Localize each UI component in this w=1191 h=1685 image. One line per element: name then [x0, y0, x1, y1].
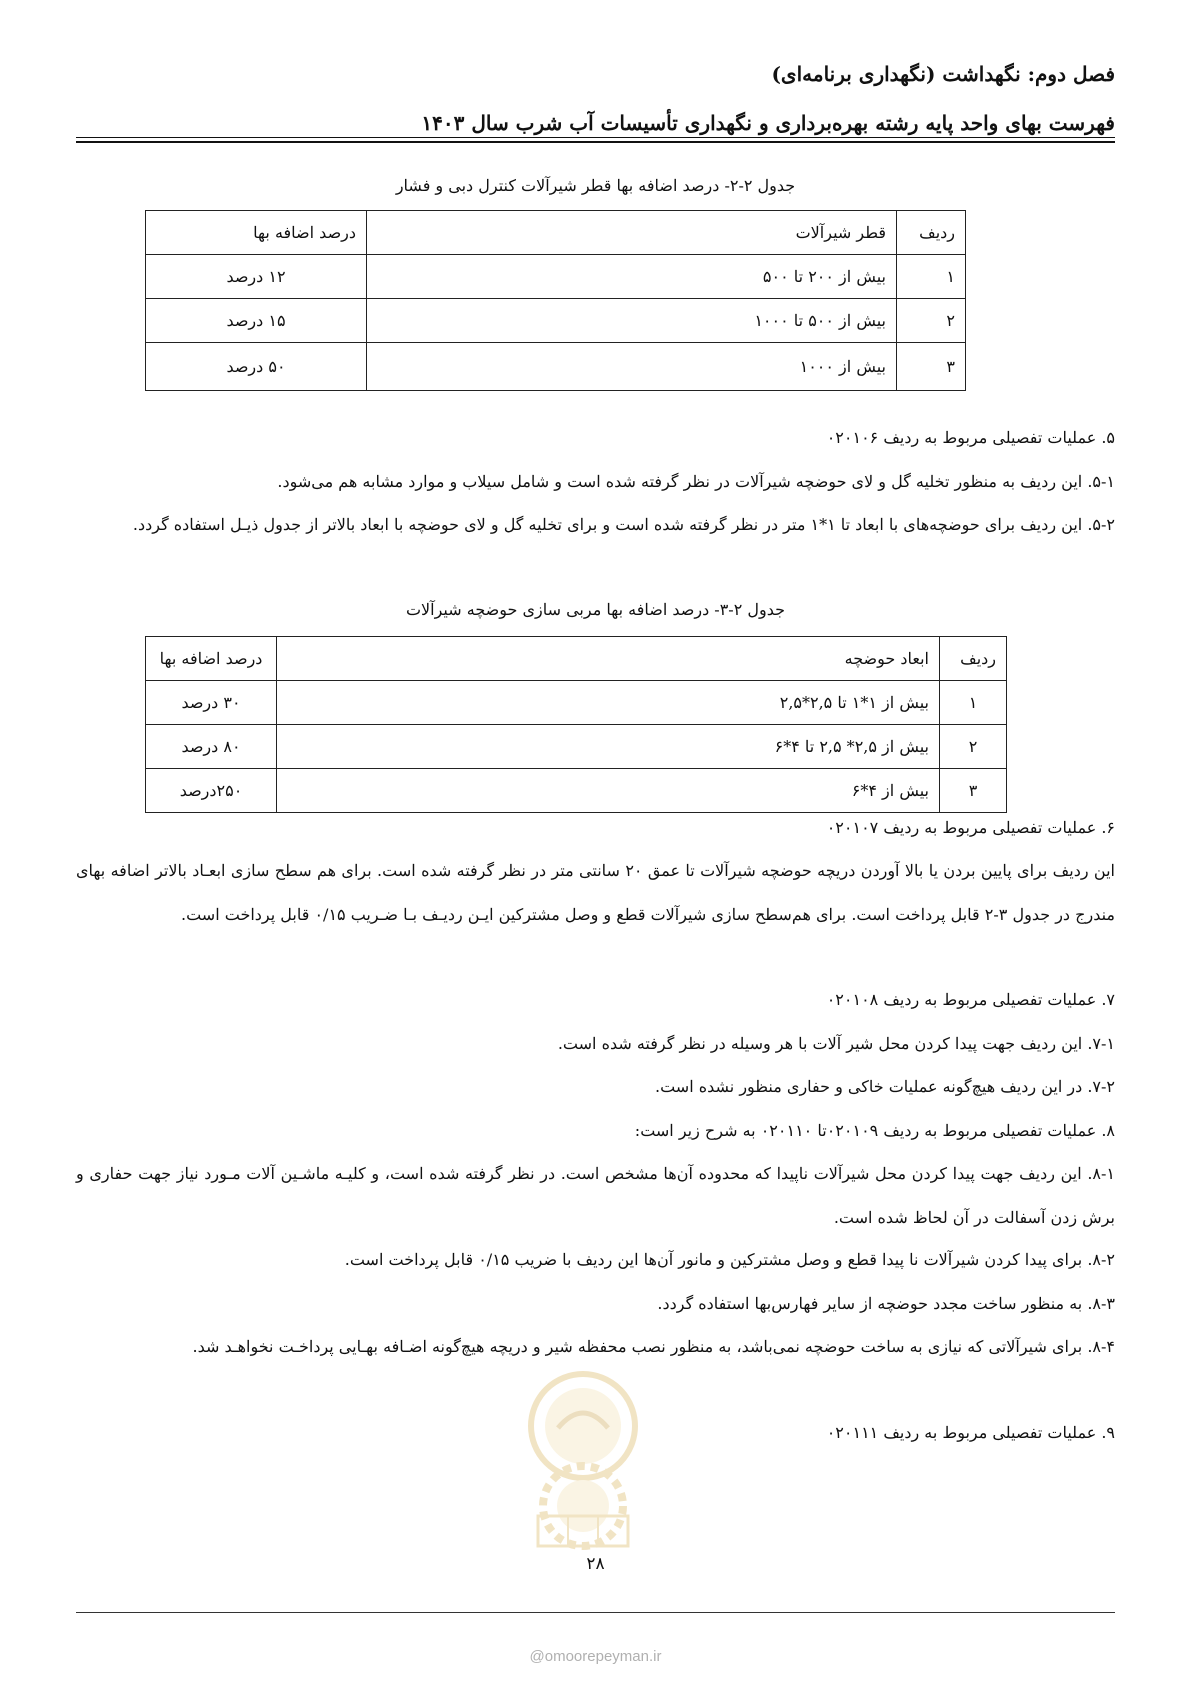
header-rule-thick	[76, 137, 1115, 138]
table-cell: ۳۰ درصد	[146, 681, 277, 725]
section-7-2: ۷-۲. در این ردیف هیچ‌گونه عملیات خاکی و حفاری منظور نشده است.	[654, 1077, 1115, 1096]
table2-header-cell: ردیف	[940, 637, 1007, 681]
table-cell: ۳	[897, 343, 966, 391]
table-cell: بیش از ۱۰۰۰	[367, 343, 897, 391]
header-rule-thin	[76, 141, 1115, 143]
table-cell: ۸۰ درصد	[146, 725, 277, 769]
section-7-title: ۷. عملیات تفصیلی مربوط به ردیف ۰۲۰۱۰۸	[826, 990, 1115, 1009]
table1-caption: جدول ۲-۲- درصد اضافه بها قطر شیرآلات کنترل دبی و فشار	[395, 176, 796, 195]
table-cell: ۲	[940, 725, 1007, 769]
table1-header-cell: درصد اضافه بها	[146, 211, 367, 255]
section-8-2: ۸-۲. برای پیدا کردن شیرآلات نا پیدا قطع و وصل مشترکین و مانور آن‌ها این ردیف با ضریب ۰/۱۵ قابل پرداخت است.	[344, 1250, 1115, 1269]
table-row	[146, 769, 1007, 813]
table1	[145, 210, 966, 391]
table-cell: ۲	[897, 299, 966, 343]
section-5-title: ۵. عملیات تفصیلی مربوط به ردیف ۰۲۰۱۰۶	[826, 428, 1115, 447]
table-cell: بیش از ۲,۵* ۲,۵ تا ۴*۶	[277, 725, 940, 769]
document-title: فهرست بهای واحد پایه رشته بهره‌برداری و نگهداری تأسیسات آب شرب سال ۱۴۰۳	[421, 111, 1115, 135]
table1-header-row	[146, 211, 966, 255]
table-row	[146, 681, 1007, 725]
chapter-title: فصل دوم: نگهداشت (نگهداری برنامه‌ای)	[771, 62, 1115, 86]
section-5-1: ۵-۱. این ردیف به منظور تخلیه گل و لای حوضچه شیرآلات در نظر گرفته شده است و شامل سیلاب و موارد مشابه هم می‌شود.	[277, 472, 1115, 491]
table2-header-cell: ابعاد حوضچه	[277, 637, 940, 681]
table-cell: بیش از ۲۰۰ تا ۵۰۰	[367, 255, 897, 299]
table-cell: بیش از ۵۰۰ تا ۱۰۰۰	[367, 299, 897, 343]
table-row	[146, 725, 1007, 769]
table-cell: بیش از ۴*۶	[277, 769, 940, 813]
table2-header-row	[146, 637, 1007, 681]
page-number: ۲۸	[586, 1554, 605, 1574]
table-cell: ۱	[940, 681, 1007, 725]
table-cell: ۱۵ درصد	[146, 299, 367, 343]
watermark-site: @omoorepeyman.ir	[529, 1648, 662, 1665]
table-row	[146, 255, 966, 299]
table-cell: ۲۵۰درصد	[146, 769, 277, 813]
section-8-3: ۸-۳. به منظور ساخت مجدد حوضچه از سایر فهارس‌بها استفاده گردد.	[657, 1294, 1115, 1313]
watermark-logo-icon	[498, 1366, 668, 1556]
table-cell: ۵۰ درصد	[146, 343, 367, 391]
footer-rule	[76, 1612, 1115, 1613]
table-row	[146, 299, 966, 343]
section-8-4: ۸-۴. برای شیرآلاتی که نیازی به ساخت حوضچه نمی‌باشد، به منظور نصب محفظه شیر و دریچه هیچ‌گونه اضـافه بهـایی پرداخـت نخواهـد شد.	[192, 1337, 1115, 1356]
section-6-body: این ردیف برای پایین بردن یا بالا آوردن دریچه حوضچه شیرآلات تا عمق ۲۰ سانتی متر در نظر گرفته شده است. برای هم سطح سازی ابعـاد بالاتر اضافه بهای مندرج در جدول ۳-۲ قابل پرداخت است. برای هم‌سطح سازی شیرآلات قطع و وصل مشترکین ایـن ردیـف بـا ضـریب ۰/۱۵ قابل پرداخت است.	[76, 861, 1115, 924]
table-cell: بیش از ۱*۱ تا ۲,۵*۲,۵	[277, 681, 940, 725]
section-9-title: ۹. عملیات تفصیلی مربوط به ردیف ۰۲۰۱۱۱	[826, 1423, 1115, 1442]
table2-header-cell: درصد اضافه بها	[146, 637, 277, 681]
section-7-1: ۷-۱. این ردیف جهت پیدا کردن محل شیر آلات با هر وسیله در نظر گرفته شده است.	[557, 1034, 1115, 1053]
table-row	[146, 343, 966, 391]
section-8-1: ۸-۱. این ردیف جهت پیدا کردن محل شیرآلات ناپیدا که محدوده آن‌ها مشخص است. در نظر گرفته شده است، و کلیـه ماشـین آلات مـورد نیاز جهت حفاری و برش زدن آسفالت در آن لحاظ شده است.	[76, 1164, 1115, 1227]
table-cell: ۳	[940, 769, 1007, 813]
section-5-2: ۵-۲. این ردیف برای حوضچه‌های با ابعاد تا ۱*۱ متر در نظر گرفته شده است و برای تخلیه گل و لای حوضچه با ابعاد بالاتر از جدول ذیـل استفاده گردد.	[132, 515, 1115, 534]
section-6-title: ۶. عملیات تفصیلی مربوط به ردیف ۰۲۰۱۰۷	[826, 818, 1115, 837]
table-cell: ۱۲ درصد	[146, 255, 367, 299]
table1-header-cell: ردیف	[897, 211, 966, 255]
table-cell: ۱	[897, 255, 966, 299]
table2	[145, 636, 1007, 813]
table2-caption: جدول ۲-۳- درصد اضافه بها مربی سازی حوضچه شیرآلات	[405, 600, 786, 619]
section-8-title: ۸. عملیات تفصیلی مربوط به ردیف ۰۲۰۱۰۹تا ۰۲۰۱۱۰ به شرح زیر است:	[634, 1121, 1115, 1140]
table1-header-cell: قطر شیرآلات	[367, 211, 897, 255]
